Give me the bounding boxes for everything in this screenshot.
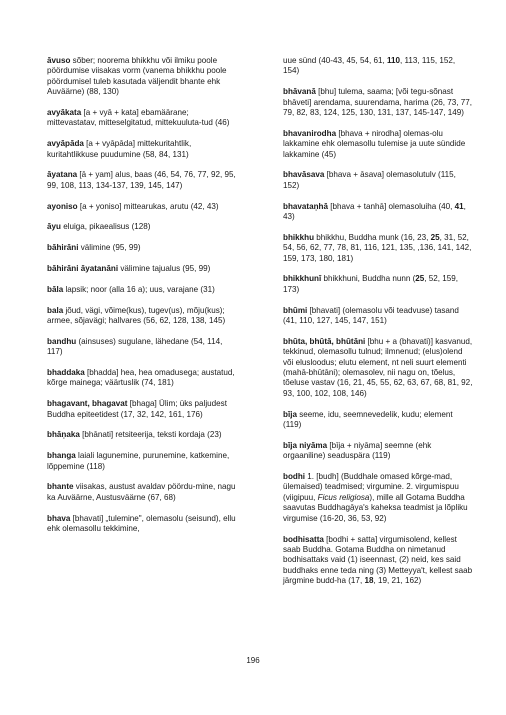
entry-text: Ficus religiosa bbox=[317, 492, 370, 502]
entry-text: [bhava + tanhā] olemasoluiha (40, bbox=[327, 201, 455, 211]
entry-headword: bāhirāni bbox=[47, 243, 79, 253]
glossary-entry bbox=[47, 306, 237, 327]
entry-text: 25 bbox=[430, 232, 440, 242]
entry-text: ), mille all Gotama Buddha saavutas Buddhagāya's kaheksa teadmist ja lõpliku virgumise (16-20, 36, 53, 92) bbox=[283, 492, 468, 523]
glossary-entry bbox=[283, 56, 473, 77]
entry-headword: bhikkhu bbox=[283, 232, 315, 242]
entry-headword: bhūmi bbox=[283, 305, 308, 315]
glossary-entry bbox=[283, 87, 473, 118]
glossary-entry bbox=[47, 170, 237, 191]
entry-text: [bhu + a (bhavati)] kasvanud, tekkinud, olemasollu tulnud; ilmnenud; (elus)olend või elusloodus; elutu element, nt neli suurt elementi (mahā-bhūtāni); olemasolev, nii nagu on, tõelus, tõeluse vastav (16, 21, 45, 55, 62, 63, 67, 68, 81, 92, 93, 100, 102, 108, 146) bbox=[283, 336, 473, 398]
glossary-entry bbox=[47, 285, 237, 295]
glossary-entry bbox=[47, 514, 237, 535]
page-number: 196 bbox=[246, 656, 260, 665]
glossary-entry bbox=[283, 202, 473, 223]
entry-text: välimine tajualus (95, 99) bbox=[118, 264, 211, 274]
entry-text: , 52, 159, 173) bbox=[283, 274, 459, 294]
entry-text: [bhu] tulema, saama; [või tegu-sõnast bhāveti] arendama, suurendama, harima (26, 73, 77, 79, 82, 83, 124, 125, 130, 131, 137, 145-147, 149) bbox=[283, 87, 472, 118]
entry-text: [bhavati] „tulemine", olemasolu (seisund), ellu ehk olemasollu tekkimine, bbox=[47, 513, 236, 534]
entry-headword: bhante bbox=[47, 482, 74, 492]
entry-text: 110 bbox=[386, 56, 401, 65]
entry-text: [bhava + nirodha] olemas-olu lakkamine ehk olemasollu tulemise ja uute sündide lakkamine (45) bbox=[283, 128, 466, 159]
entry-text: 18 bbox=[364, 576, 374, 586]
entry-headword: bāla bbox=[47, 284, 64, 294]
entry-text: laiali lagunemine, purunemine, katkemine, lõppemine (118) bbox=[47, 451, 230, 471]
glossary-entry bbox=[47, 139, 237, 160]
entry-text: sõber; noorema bhikkhu või ilmiku poole pöördumise viisakas vorm (vanema bhikkhu poole pöördumisel tuleb kasutada väljendit bhante ehk Auväärne) (88, 130) bbox=[47, 56, 227, 97]
entry-text: [a + vyā + kata] ebamäärane; mittevastatav, mitteselgitatud, mittekuuluta-tud (46) bbox=[47, 108, 230, 128]
entry-headword: bīja bbox=[283, 409, 297, 419]
glossary-entry bbox=[283, 410, 473, 431]
glossary-entry bbox=[283, 535, 473, 587]
glossary-entry bbox=[283, 274, 473, 295]
glossary-entry bbox=[283, 441, 473, 462]
entry-text: 25 bbox=[415, 274, 425, 284]
entry-text: , 31, 52, 54, 56, 62, 77, 78, 81, 116, 121, 135, ,136, 141, 142, 159, 173, 180, 181) bbox=[283, 232, 472, 263]
entry-headword: bāhirāni āyatanāni bbox=[47, 264, 119, 274]
entry-text: [bhaga] Ülim; üks paljudest Buddha epiteetidest (17, 32, 142, 161, 176) bbox=[47, 399, 227, 419]
entry-text: 41 bbox=[454, 201, 464, 211]
entry-text: uue sünd (40-43, 45, 54, 61, bbox=[283, 56, 387, 65]
entry-headword: bhava bbox=[47, 513, 71, 523]
entry-text: [a + yoniso] mittearukas, arutu (42, 43) bbox=[77, 201, 219, 211]
glossary-entry bbox=[47, 482, 237, 503]
entry-text: , 43) bbox=[283, 201, 466, 222]
entry-headword: āvuso bbox=[47, 56, 71, 65]
entry-headword: bhāṇaka bbox=[47, 430, 80, 440]
entry-text: , 113, 115, 152, 154) bbox=[283, 56, 456, 76]
entry-headword: bhūta, bhūtā, bhūtāni bbox=[283, 336, 366, 346]
entry-text: bhikkhuni, Buddha nunn ( bbox=[321, 274, 416, 284]
entry-headword: bhavāsava bbox=[283, 170, 325, 180]
entry-text: bhikkhu, Buddha munk (16, 23, bbox=[314, 232, 431, 242]
entry-text: [bodhi + satta] virgumisolend, kellest saab Buddha. Gotama Buddha on nimetanud bodhisattaks vaid (1) iseennast, (2) neid, kes said buddhaks enne teda ning (3) Metteyya't, kellest saab järgmine budd-ha (17, bbox=[283, 534, 473, 586]
entry-text: [ā + yam] alus, baas (46, 54, 76, 77, 92, 95, 99, 108, 113, 134-137, 139, 145, 147) bbox=[47, 170, 236, 190]
entry-text: viisakas, austust avaldav pöördu-mine, nagu ka Auväärne, Austusväärne (67, 68) bbox=[47, 482, 236, 502]
glossary-entry bbox=[283, 472, 473, 524]
entry-headword: bodhisatta bbox=[283, 534, 324, 544]
entry-headword: bīja niyāma bbox=[283, 440, 328, 450]
entry-headword: ayoniso bbox=[47, 201, 78, 211]
entry-text: [bhānati] retsiteerija, teksti kordaja (23) bbox=[79, 430, 222, 440]
entry-headword: bhavataṇhā bbox=[283, 201, 328, 211]
entry-text: [bīja + niyāma] seemne (ehk orgaaniline) seaduspära (119) bbox=[283, 440, 432, 461]
entry-text: eluiga, pikaealisus (128) bbox=[60, 222, 151, 232]
entry-text: 1. [budh] (Buddhale omased kõrge-mad, ülemaised) teadmised; virgumine. 2. virgumispuu (viigipuu, bbox=[283, 472, 459, 502]
glossary-entry bbox=[47, 430, 237, 440]
entry-text: välimine (95, 99) bbox=[78, 243, 141, 253]
entry-headword: avyākata bbox=[47, 108, 82, 118]
glossary-entry bbox=[47, 108, 237, 129]
glossary-entry bbox=[47, 399, 237, 420]
glossary-entry bbox=[283, 233, 473, 264]
glossary-entry bbox=[47, 451, 237, 472]
entry-headword: bhavanirodha bbox=[283, 128, 337, 138]
entry-headword: bala bbox=[47, 305, 64, 315]
glossary-entry bbox=[283, 337, 473, 399]
glossary-entry bbox=[47, 368, 237, 389]
entry-headword: bhanga bbox=[47, 451, 76, 461]
entry-text: [a + vyāpāda] mittekuritahtlik, kuritahtlikkuse puudumine (58, 84, 131) bbox=[47, 139, 192, 159]
entry-text: [bhavati] (olemasolu või teadvuse) tasand (41, 110, 127, 145, 147, 151) bbox=[283, 305, 459, 326]
glossary-entry bbox=[47, 56, 237, 98]
glossary-entry bbox=[47, 264, 237, 274]
entry-text: jõud, vägi, võime(kus), tugev(us), mõju(kus); armee, sõjavägi; hallvares (56, 62, 128, 138, 145) bbox=[47, 305, 226, 326]
entry-headword: bhaddaka bbox=[47, 368, 85, 378]
entry-text: , 19, 21, 162) bbox=[373, 576, 422, 586]
entry-headword: bandhu bbox=[47, 336, 77, 346]
entry-headword: bodhi bbox=[283, 472, 306, 482]
glossary-entry bbox=[47, 202, 237, 212]
right-column bbox=[283, 56, 473, 597]
entry-headword: bhagavant, bhagavat bbox=[47, 399, 128, 409]
entry-text: (ainsuses) sugulane, lähedane (54, 114, 117) bbox=[47, 336, 223, 357]
glossary-entry bbox=[283, 170, 473, 191]
entry-headword: bhikkhunī bbox=[283, 274, 322, 284]
glossary-entry bbox=[47, 222, 237, 232]
entry-text: lapsik; noor (alla 16 a); uus, varajane (31) bbox=[63, 284, 215, 294]
glossary-entry bbox=[47, 243, 237, 253]
entry-headword: āyu bbox=[47, 222, 61, 232]
glossary-entry bbox=[47, 337, 237, 358]
glossary-entry bbox=[283, 306, 473, 327]
entry-text: [bhadda] hea, hea omadusega; austatud, kõrge mainega; väärtuslik (74, 181) bbox=[47, 368, 235, 388]
entry-headword: bhāvanā bbox=[283, 87, 316, 97]
entry-text: seeme, idu, seemnevedelik, kudu; element (119) bbox=[283, 409, 453, 430]
left-column bbox=[47, 56, 237, 545]
entry-headword: āyatana bbox=[47, 170, 78, 180]
entry-text: [bhava + āsava] olemasolutulv (115, 152) bbox=[283, 170, 456, 190]
entry-headword: avyāpāda bbox=[47, 139, 84, 149]
glossary-entry bbox=[283, 129, 473, 160]
